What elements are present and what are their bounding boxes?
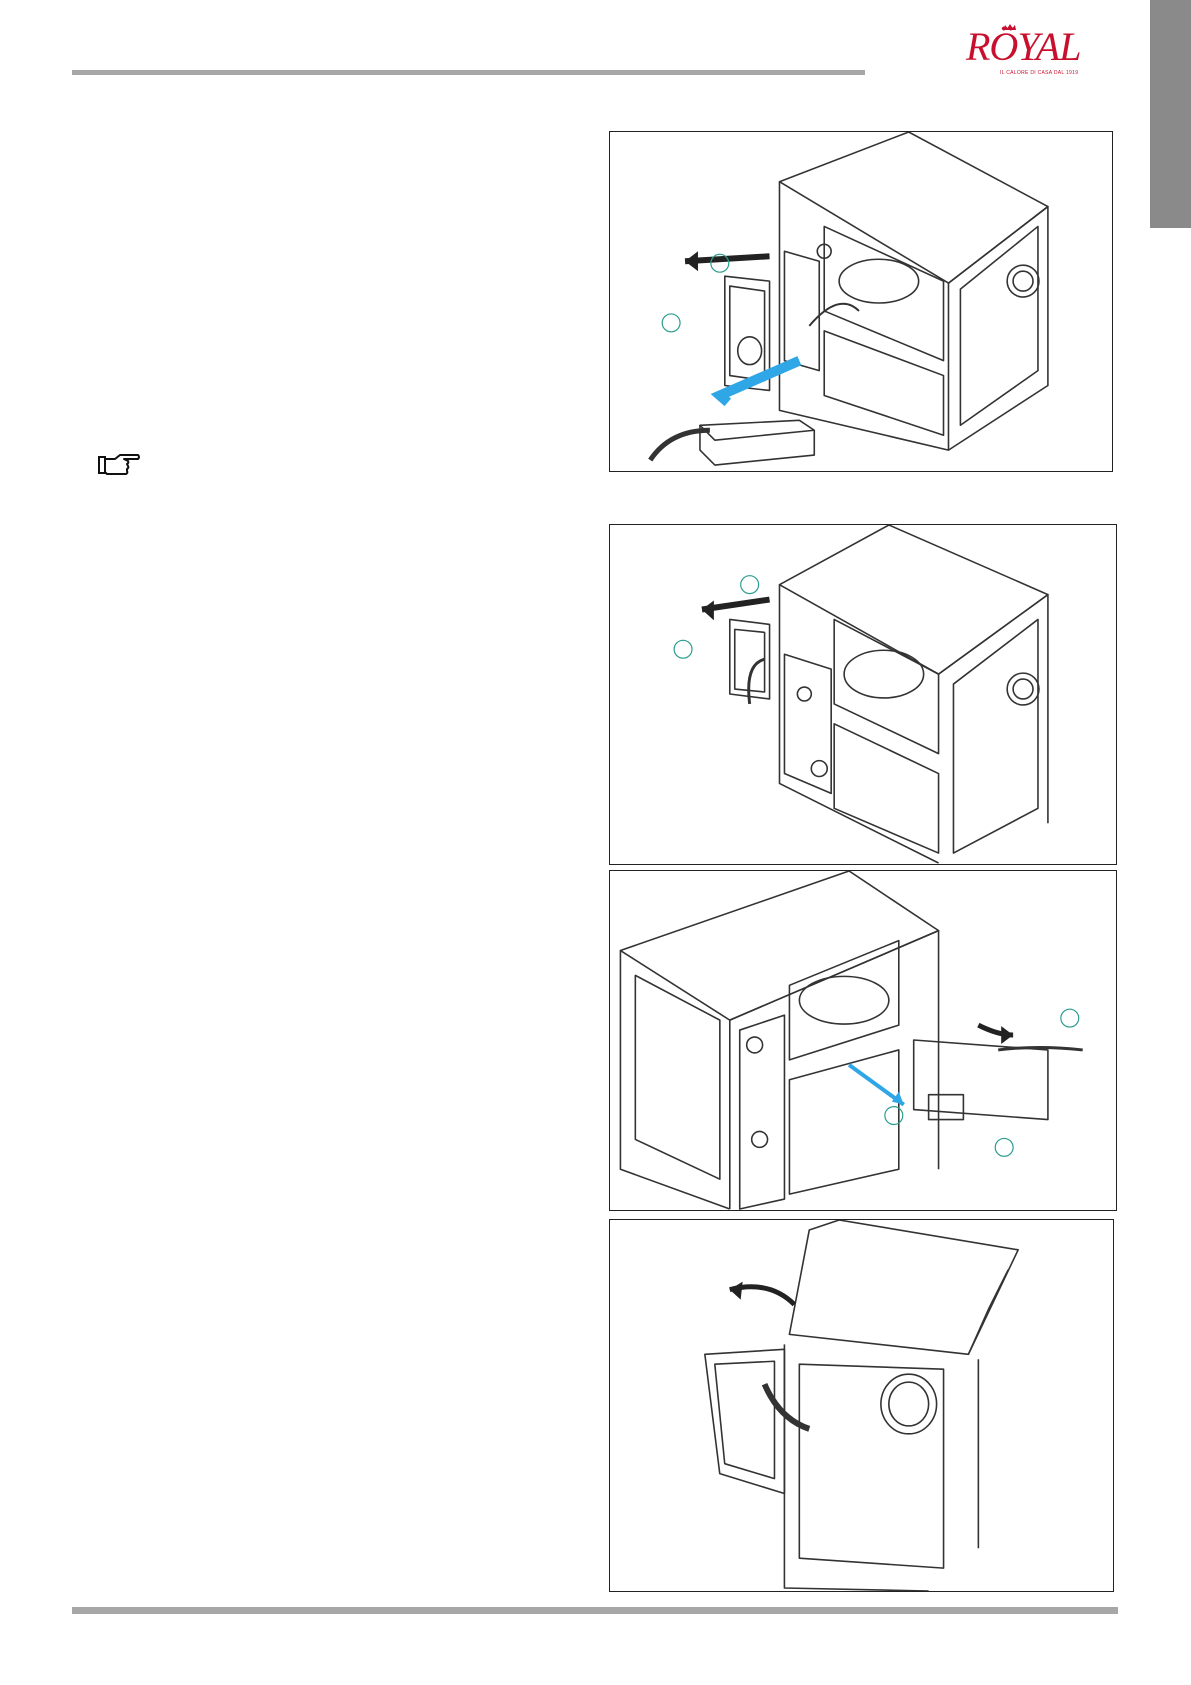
figure-side-panel-cleaning bbox=[609, 870, 1117, 1211]
logo-wordmark: RÖYAL bbox=[966, 24, 1081, 69]
callout-circle bbox=[885, 1107, 903, 1125]
pointing-hand-icon bbox=[98, 452, 140, 478]
callout-circle bbox=[662, 314, 680, 332]
callout-circle bbox=[741, 576, 759, 594]
stove-illustration bbox=[610, 1220, 1113, 1591]
figure-firebox-door-cleaning bbox=[609, 524, 1117, 865]
logo-tagline: IL CALORE DI CASA DAL 1919 bbox=[1000, 70, 1079, 76]
header-rule bbox=[72, 70, 865, 75]
callout-circle bbox=[995, 1138, 1013, 1156]
stove-illustration bbox=[610, 871, 1116, 1210]
stove-illustration bbox=[610, 132, 1112, 471]
figure-oven-door-cleaning bbox=[609, 1219, 1114, 1592]
footer-rule bbox=[72, 1607, 1118, 1614]
callout-circle bbox=[1061, 1009, 1079, 1027]
brand-logo bbox=[966, 24, 1086, 80]
callout-circle bbox=[674, 640, 692, 658]
stove-illustration bbox=[610, 525, 1116, 864]
figure-ash-drawer-cleaning bbox=[609, 131, 1113, 472]
section-side-tab bbox=[1150, 0, 1191, 228]
